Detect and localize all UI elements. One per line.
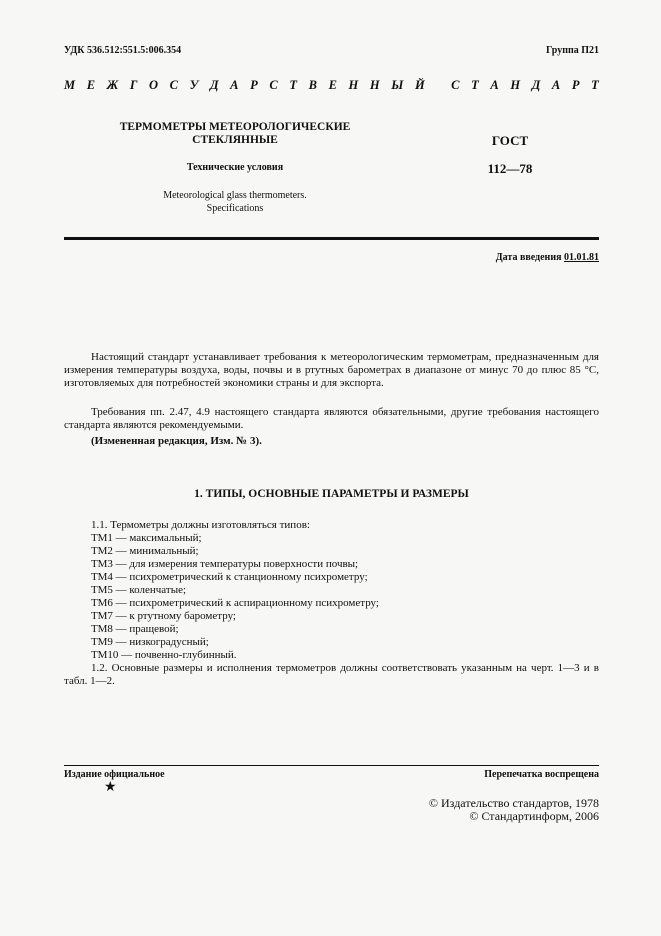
banner-letter: У	[189, 78, 199, 92]
group-code: Группа П21	[546, 45, 599, 56]
banner-letter: А	[230, 78, 239, 92]
banner-letter: А	[551, 78, 561, 92]
introduction-date-label: Дата введения	[495, 252, 562, 263]
gost-designation	[470, 133, 550, 177]
english-title-line-1: Meteorological glass thermometers.	[163, 190, 307, 201]
banner-letter: Н	[510, 78, 521, 92]
clause-1-2: 1.2. Основные размеры и исполнения термометров должны соответствовать указанным на черт. 1—3 и в табл. 1—2.	[64, 662, 599, 687]
star-icon: ★	[104, 780, 117, 795]
banner-letter: С	[169, 78, 179, 92]
list-item: ТМ8 — пращевой;	[91, 623, 179, 635]
banner-letter: Н	[348, 78, 359, 92]
banner-letter: О	[149, 78, 159, 92]
introduction-date-value: 01.01.81	[564, 252, 599, 263]
banner-letter	[436, 78, 439, 93]
banner-letter: Ж	[106, 78, 119, 92]
banner-letter: Ы	[391, 78, 404, 92]
banner-letter: Р	[250, 78, 258, 92]
title-block	[100, 121, 370, 215]
banner-letter: Д	[209, 78, 219, 92]
list-item: ТМ1 — максимальный;	[91, 532, 202, 544]
list-item: ТМ7 — к ртутному барометру;	[91, 610, 236, 622]
list-item: ТМ4 — психрометрический к станционному психрометру;	[91, 571, 368, 583]
title-line-2: СТЕКЛЯННЫЕ	[192, 134, 278, 146]
clause-1-1: 1.1. Термометры должны изготовляться типов:	[91, 519, 310, 531]
intro-paragraph: Настоящий стандарт устанавливает требования к метеорологическим термометрам, предназначенным для измерения температуры воздуха, воды, почвы и в ртутных барометрах в диапазоне от минус 70 до плюс 85 °С, изготовляемых для потребностей экономики страны и для экспорта.	[64, 351, 599, 389]
banner-letter: Г	[129, 78, 138, 92]
standard-type-banner	[64, 78, 599, 93]
list-item: ТМ10 — почвенно-глубинный.	[91, 649, 237, 661]
banner-letter: С	[269, 78, 278, 92]
reprint-prohibited-label: Перепечатка воспрещена	[484, 769, 599, 780]
list-item: ТМ3 — для измерения температуры поверхности почвы;	[91, 558, 359, 570]
banner-letter: А	[490, 78, 499, 92]
header-divider	[64, 237, 599, 240]
thermometer-types-list	[91, 532, 379, 662]
list-item: ТМ2 — минимальный;	[91, 545, 199, 557]
list-item: ТМ9 — низкоградусный;	[91, 636, 209, 648]
banner-letter: Е	[86, 78, 96, 92]
banner-letter: Н	[369, 78, 380, 92]
banner-letter: Т	[591, 78, 599, 92]
udk-code: УДК 536.512:551.5:006.354	[64, 45, 182, 56]
banner-letter: Т	[289, 78, 297, 92]
english-title-line-2: Specifications	[206, 203, 264, 214]
introduction-date	[496, 252, 599, 263]
banner-letter: Р	[571, 78, 580, 92]
subtitle: Технические условия	[186, 162, 284, 173]
copyright-line-2: © Стандартинформ, 2006	[469, 809, 599, 823]
banner-letter: Т	[471, 78, 479, 92]
banner-letter: Д	[531, 78, 541, 92]
section-heading: 1. ТИПЫ, ОСНОВНЫЕ ПАРАМЕТРЫ И РАЗМЕРЫ	[194, 488, 469, 500]
banner-letter: В	[308, 78, 317, 92]
banner-letter: Й	[415, 78, 425, 92]
list-item: ТМ5 — коленчатые;	[91, 584, 187, 596]
title-line-1: ТЕРМОМЕТРЫ МЕТЕОРОЛОГИЧЕСКИЕ	[119, 121, 351, 133]
copyright-line-1: © Издательство стандартов, 1978	[428, 796, 599, 810]
banner-letter: С	[451, 78, 460, 92]
gost-number: 112—78	[487, 161, 533, 176]
footer-divider	[64, 765, 599, 766]
banner-letter: Е	[328, 78, 337, 92]
requirements-paragraph: Требования пп. 2.47, 4.9 настоящего стандарта являются обязательными, другие требования настоящего стандарта являются рекомендуемыми.	[64, 406, 599, 431]
list-item: ТМ6 — психрометрический к аспирационному психрометру;	[91, 597, 379, 609]
official-edition-label: Издание официальное	[64, 769, 165, 780]
banner-letter: М	[64, 78, 76, 92]
amendment-note: (Измененная редакция, Изм. № 3).	[91, 435, 262, 447]
gost-label: ГОСТ	[491, 133, 529, 148]
